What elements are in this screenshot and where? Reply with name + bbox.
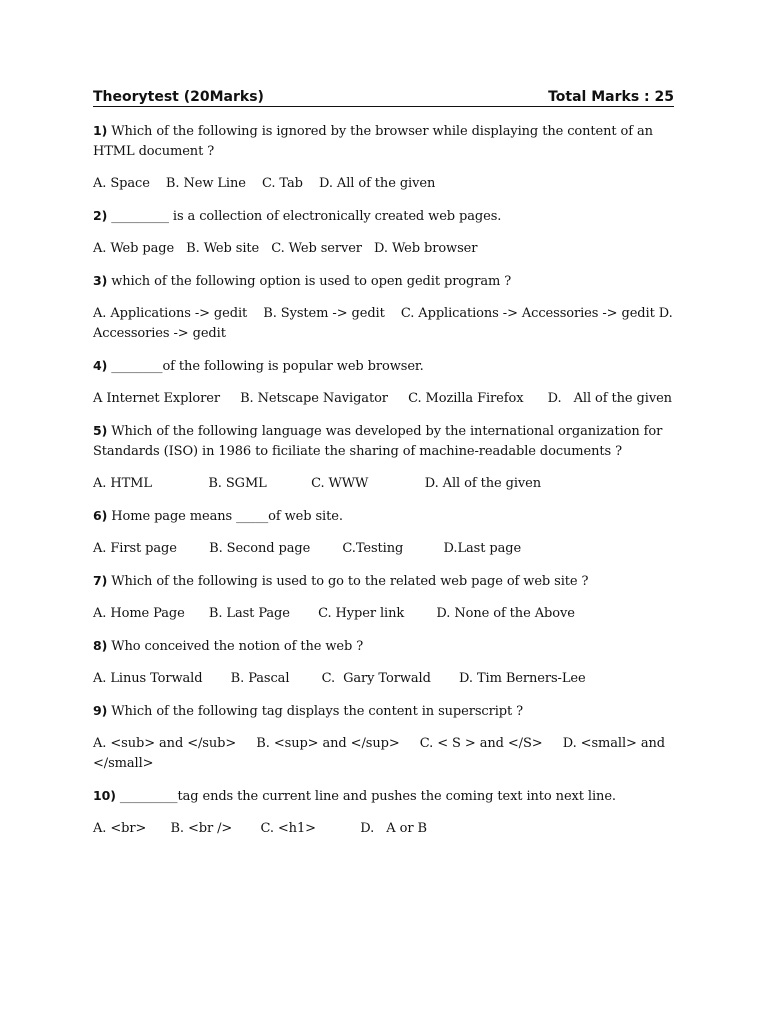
- total-marks: Total Marks : 25: [548, 89, 674, 105]
- question-4: [93, 356, 693, 409]
- question-number: 10): [93, 788, 116, 803]
- question-8: [93, 636, 693, 689]
- question-5: [93, 421, 693, 494]
- question-text: Home page means _____of web site.: [107, 509, 343, 524]
- question-paper: [93, 88, 693, 851]
- answer-options: A. Applications -> gedit B. System -> gedit C. Applications -> Accessories -> gedit D. Accessories -> gedit: [93, 306, 677, 341]
- question-number: 2): [93, 208, 108, 223]
- question-text: ________of the following is popular web browser.: [107, 359, 424, 374]
- answer-options: A. Web page B. Web site C. Web server D. Web browser: [93, 241, 478, 256]
- question-text: Which of the following language was developed by the international organization for Standards (ISO) in 1986 to ficiliate the sharing of machine-readable documents ?: [93, 424, 663, 459]
- question-1: [93, 121, 693, 194]
- question-text: Who conceived the notion of the web ?: [107, 639, 364, 654]
- answer-options: A. <sub> and </sub> B. <sup> and </sup> C. < S > and </S> D. <small> and </small>: [93, 736, 670, 771]
- question-number: 6): [93, 508, 108, 523]
- question-number: 1): [93, 123, 108, 138]
- answer-options: A Internet Explorer B. Netscape Navigator C. Mozilla Firefox D. All of the given: [93, 391, 672, 406]
- question-7: [93, 571, 693, 624]
- answer-options: A. <br> B. <br /> C. <h1> D. A or B: [93, 821, 427, 836]
- question-number: 5): [93, 423, 108, 438]
- question-number: 4): [93, 358, 108, 373]
- question-6: [93, 506, 693, 559]
- answer-options: A. First page B. Second page C.Testing D.Last page: [93, 541, 522, 556]
- question-number: 9): [93, 703, 108, 718]
- question-number: 8): [93, 638, 108, 653]
- question-text: Which of the following tag displays the content in superscript ?: [107, 704, 524, 719]
- answer-options: A. HTML B. SGML C. WWW D. All of the given: [93, 476, 541, 491]
- test-title: Theorytest (20Marks): [93, 89, 264, 105]
- question-number: 7): [93, 573, 108, 588]
- question-text: _________tag ends the current line and pushes the coming text into next line.: [115, 789, 616, 804]
- answer-options: A. Home Page B. Last Page C. Hyper link D. None of the Above: [93, 606, 575, 621]
- answer-options: A. Space B. New Line C. Tab D. All of the given: [93, 176, 436, 191]
- question-number: 3): [93, 273, 108, 288]
- question-text: _________ is a collection of electronically created web pages.: [107, 209, 502, 224]
- question-text: Which of the following is ignored by the browser while displaying the content of an HTML document ?: [93, 124, 653, 159]
- question-2: [93, 206, 693, 259]
- question-9: [93, 701, 693, 774]
- question-text: Which of the following is used to go to the related web page of web site ?: [107, 574, 589, 589]
- question-text: which of the following option is used to open gedit program ?: [107, 274, 512, 289]
- question-3: [93, 271, 693, 344]
- answer-options: A. Linus Torwald B. Pascal C. Gary Torwald D. Tim Berners-Lee: [93, 671, 586, 686]
- paper-header: [93, 88, 674, 107]
- question-10: [93, 786, 693, 839]
